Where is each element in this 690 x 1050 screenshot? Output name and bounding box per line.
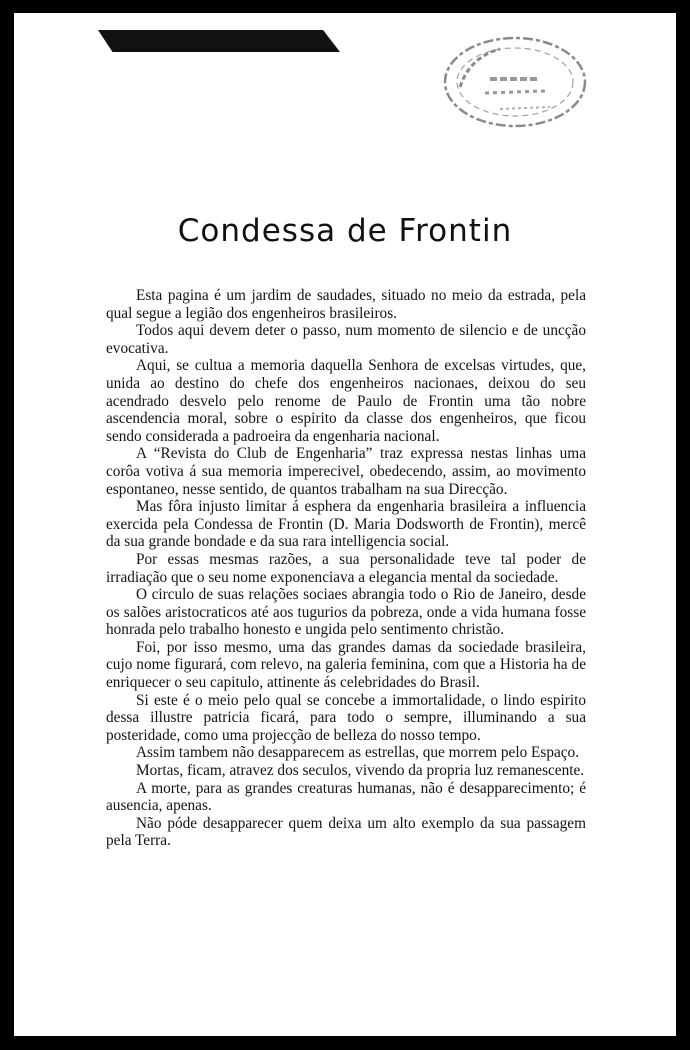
paragraph: Por essas mesmas razões, a sua personalidade teve tal poder de irradiação que o seu nome exponenciava a elegancia mental da sociedade. <box>106 550 586 586</box>
paragraph: Aqui, se cultua a memoria daquella Senhora de excelsas virtudes, que, unida ao destino do chefe dos engenheiros nacionaes, deixou do seu acendrado desvelo pelo renome de Paulo de Frontin uma tão nobre ascendencia moral, sobre o espirito da classe dos engenheiros, que ficou sendo considerada a padroeira da engenharia nacional. <box>106 357 586 445</box>
document-page <box>14 13 676 1036</box>
paragraph: Foi, por isso mesmo, uma das grandes damas da sociedade brasileira, cujo nome figurará, com relevo, na galeria feminina, com que a Historia ha de enriquecer o seu capitulo, attinente ás celebridades do Brasil. <box>106 638 586 692</box>
paragraph: Não póde desapparecer quem deixa um alto exemplo da sua passagem pela Terra. <box>106 814 586 850</box>
paragraph: Si este é o meio pelo qual se concebe a immortalidade, o lindo espirito dessa illustre patricia ficará, para todo o sempre, illuminando a sua posteridade, como uma projecção de belleza do nosso tempo. <box>106 691 586 744</box>
paragraph: Todos aqui devem deter o passo, num momento de silencio e de uncção evocativa. <box>106 322 586 357</box>
paragraph: Mortas, ficam, atravez dos seculos, vivendo da propria luz remanescente. <box>136 762 585 780</box>
paragraph: O circulo de suas relações sociaes abrangia todo o Rio de Janeiro, desde os salões aristocraticos até aos tugurios da pobreza, onde a vida humana fosse honrada pelo trabalho honesto e ungida pelo sentimento christão. <box>106 586 586 639</box>
paragraph: A morte, para as grandes creaturas humanas, não é desapparecimento; é ausencia, apenas. <box>106 779 586 815</box>
black-header-bar <box>98 30 340 52</box>
body-text <box>106 287 586 850</box>
paragraph: Mas fôra injusto limitar á esphera da engenharia brasileira a influencia exercida pela Condessa de Frontin (D. Maria Dodsworth de Frontin), mercê da sua grande bondade e da sua rara intelligencia social. <box>106 498 586 551</box>
page-title: Condessa de Frontin <box>177 213 513 249</box>
paragraph: A “Revista do Club de Engenharia” traz expressa nestas linhas uma corôa votiva á sua memoria imperecivel, obedecendo, assim, ao movimento espontaneo, nesse sentido, de quantos trabalham na sua Direcção. <box>106 445 586 498</box>
paragraph: Assim tambem não desapparecem as estrellas, que morrem pelo Espaço. <box>136 744 580 762</box>
library-stamp-icon <box>430 27 590 132</box>
paragraph: Esta pagina é um jardim de saudades, situado no meio da estrada, pela qual segue a legião dos engenheiros brasileiros. <box>106 287 586 322</box>
